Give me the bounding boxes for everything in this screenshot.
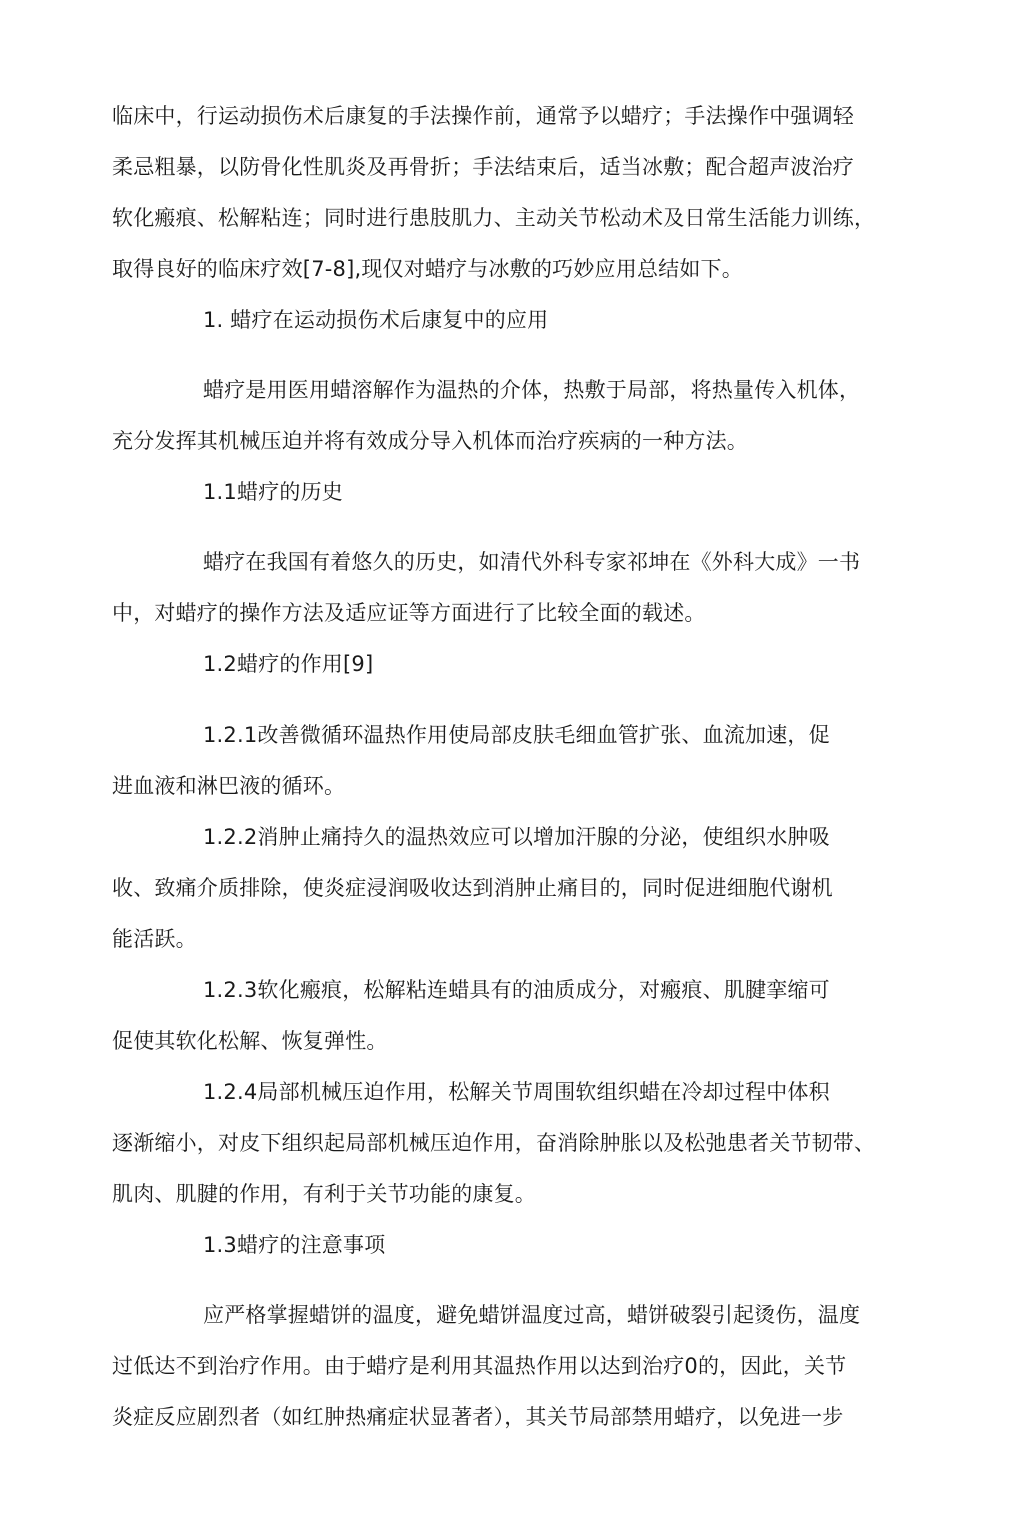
paragraph-line: 1.2.3软化瘢痕，松解粘连蜡具有的油质成分，对瘢痕、肌腱挛缩可	[203, 978, 830, 1002]
paragraph-line: 充分发挥其机械压迫并将有效成分导入机体而治疗疾病的一种方法。	[112, 429, 748, 453]
paragraph-line: 1.2.1改善微循环温热作用使局部皮肤毛细血管扩张、血流加速，促	[203, 723, 830, 747]
paragraph-line: 应严格掌握蜡饼的温度，避免蜡饼温度过高，蜡饼破裂引起烫伤，温度	[203, 1303, 861, 1327]
paragraph-line: 1.2.2消肿止痛持久的温热效应可以增加汗腺的分泌，使组织水肿吸	[203, 825, 830, 849]
paragraph-line: 临床中，行运动损伤术后康复的手法操作前，通常予以蜡疗；手法操作中强调轻	[112, 104, 854, 128]
paragraph-line: 蜡疗是用医用蜡溶解作为温热的介体，热敷于局部，将热量传入机体，	[203, 378, 861, 402]
paragraph-line: 收、致痛介质排除，使炎症浸润吸收达到消肿止痛目的，同时促进细胞代谢机	[112, 876, 833, 900]
paragraph-line: 逐渐缩小，对皮下组织起局部机械压迫作用，奋消除肿胀以及松弛患者关节韧带、	[112, 1131, 876, 1155]
paragraph-line: 肌肉、肌腱的作用，有利于关节功能的康复。	[112, 1182, 536, 1206]
paragraph-line: 促使其软化松解、恢复弹性。	[112, 1029, 388, 1053]
paragraph-line: 蜡疗在我国有着悠久的历史，如清代外科专家祁坤在《外科大成》一书	[203, 550, 861, 574]
paragraph-line: 进血液和淋巴液的循环。	[112, 774, 346, 798]
subsection-heading: 1.3蜡疗的注意事项	[203, 1233, 386, 1257]
paragraph-line: 1.2.4局部机械压迫作用，松解关节周围软组织蜡在冷却过程中体积	[203, 1080, 830, 1104]
subsection-heading: 1.1蜡疗的历史	[203, 480, 343, 504]
section-heading: 1. 蜡疗在运动损伤术后康复中的应用	[203, 308, 549, 332]
paragraph-line: 中，对蜡疗的操作方法及适应证等方面进行了比较全面的载述。	[112, 601, 706, 625]
paragraph-line: 取得良好的临床疗效[7-8],现仅对蜡疗与冰敷的巧妙应用总结如下。	[112, 257, 743, 281]
paragraph-line: 软化瘢痕、松解粘连；同时进行患肢肌力、主动关节松动术及日常生活能力训练，	[112, 206, 876, 230]
paragraph-line: 炎症反应剧烈者（如红肿热痛症状显著者），其关节局部禁用蜡疗，以免进一步	[112, 1405, 844, 1429]
paragraph-line: 柔忌粗暴，以防骨化性肌炎及再骨折；手法结束后，适当冰敷；配合超声波治疗	[112, 155, 854, 179]
paragraph-line: 过低达不到治疗作用。由于蜡疗是利用其温热作用以达到治疗0的，因此，关节	[112, 1354, 847, 1378]
subsection-heading: 1.2蜡疗的作用[9]	[203, 652, 374, 676]
paragraph-line: 能活跃。	[112, 927, 197, 951]
